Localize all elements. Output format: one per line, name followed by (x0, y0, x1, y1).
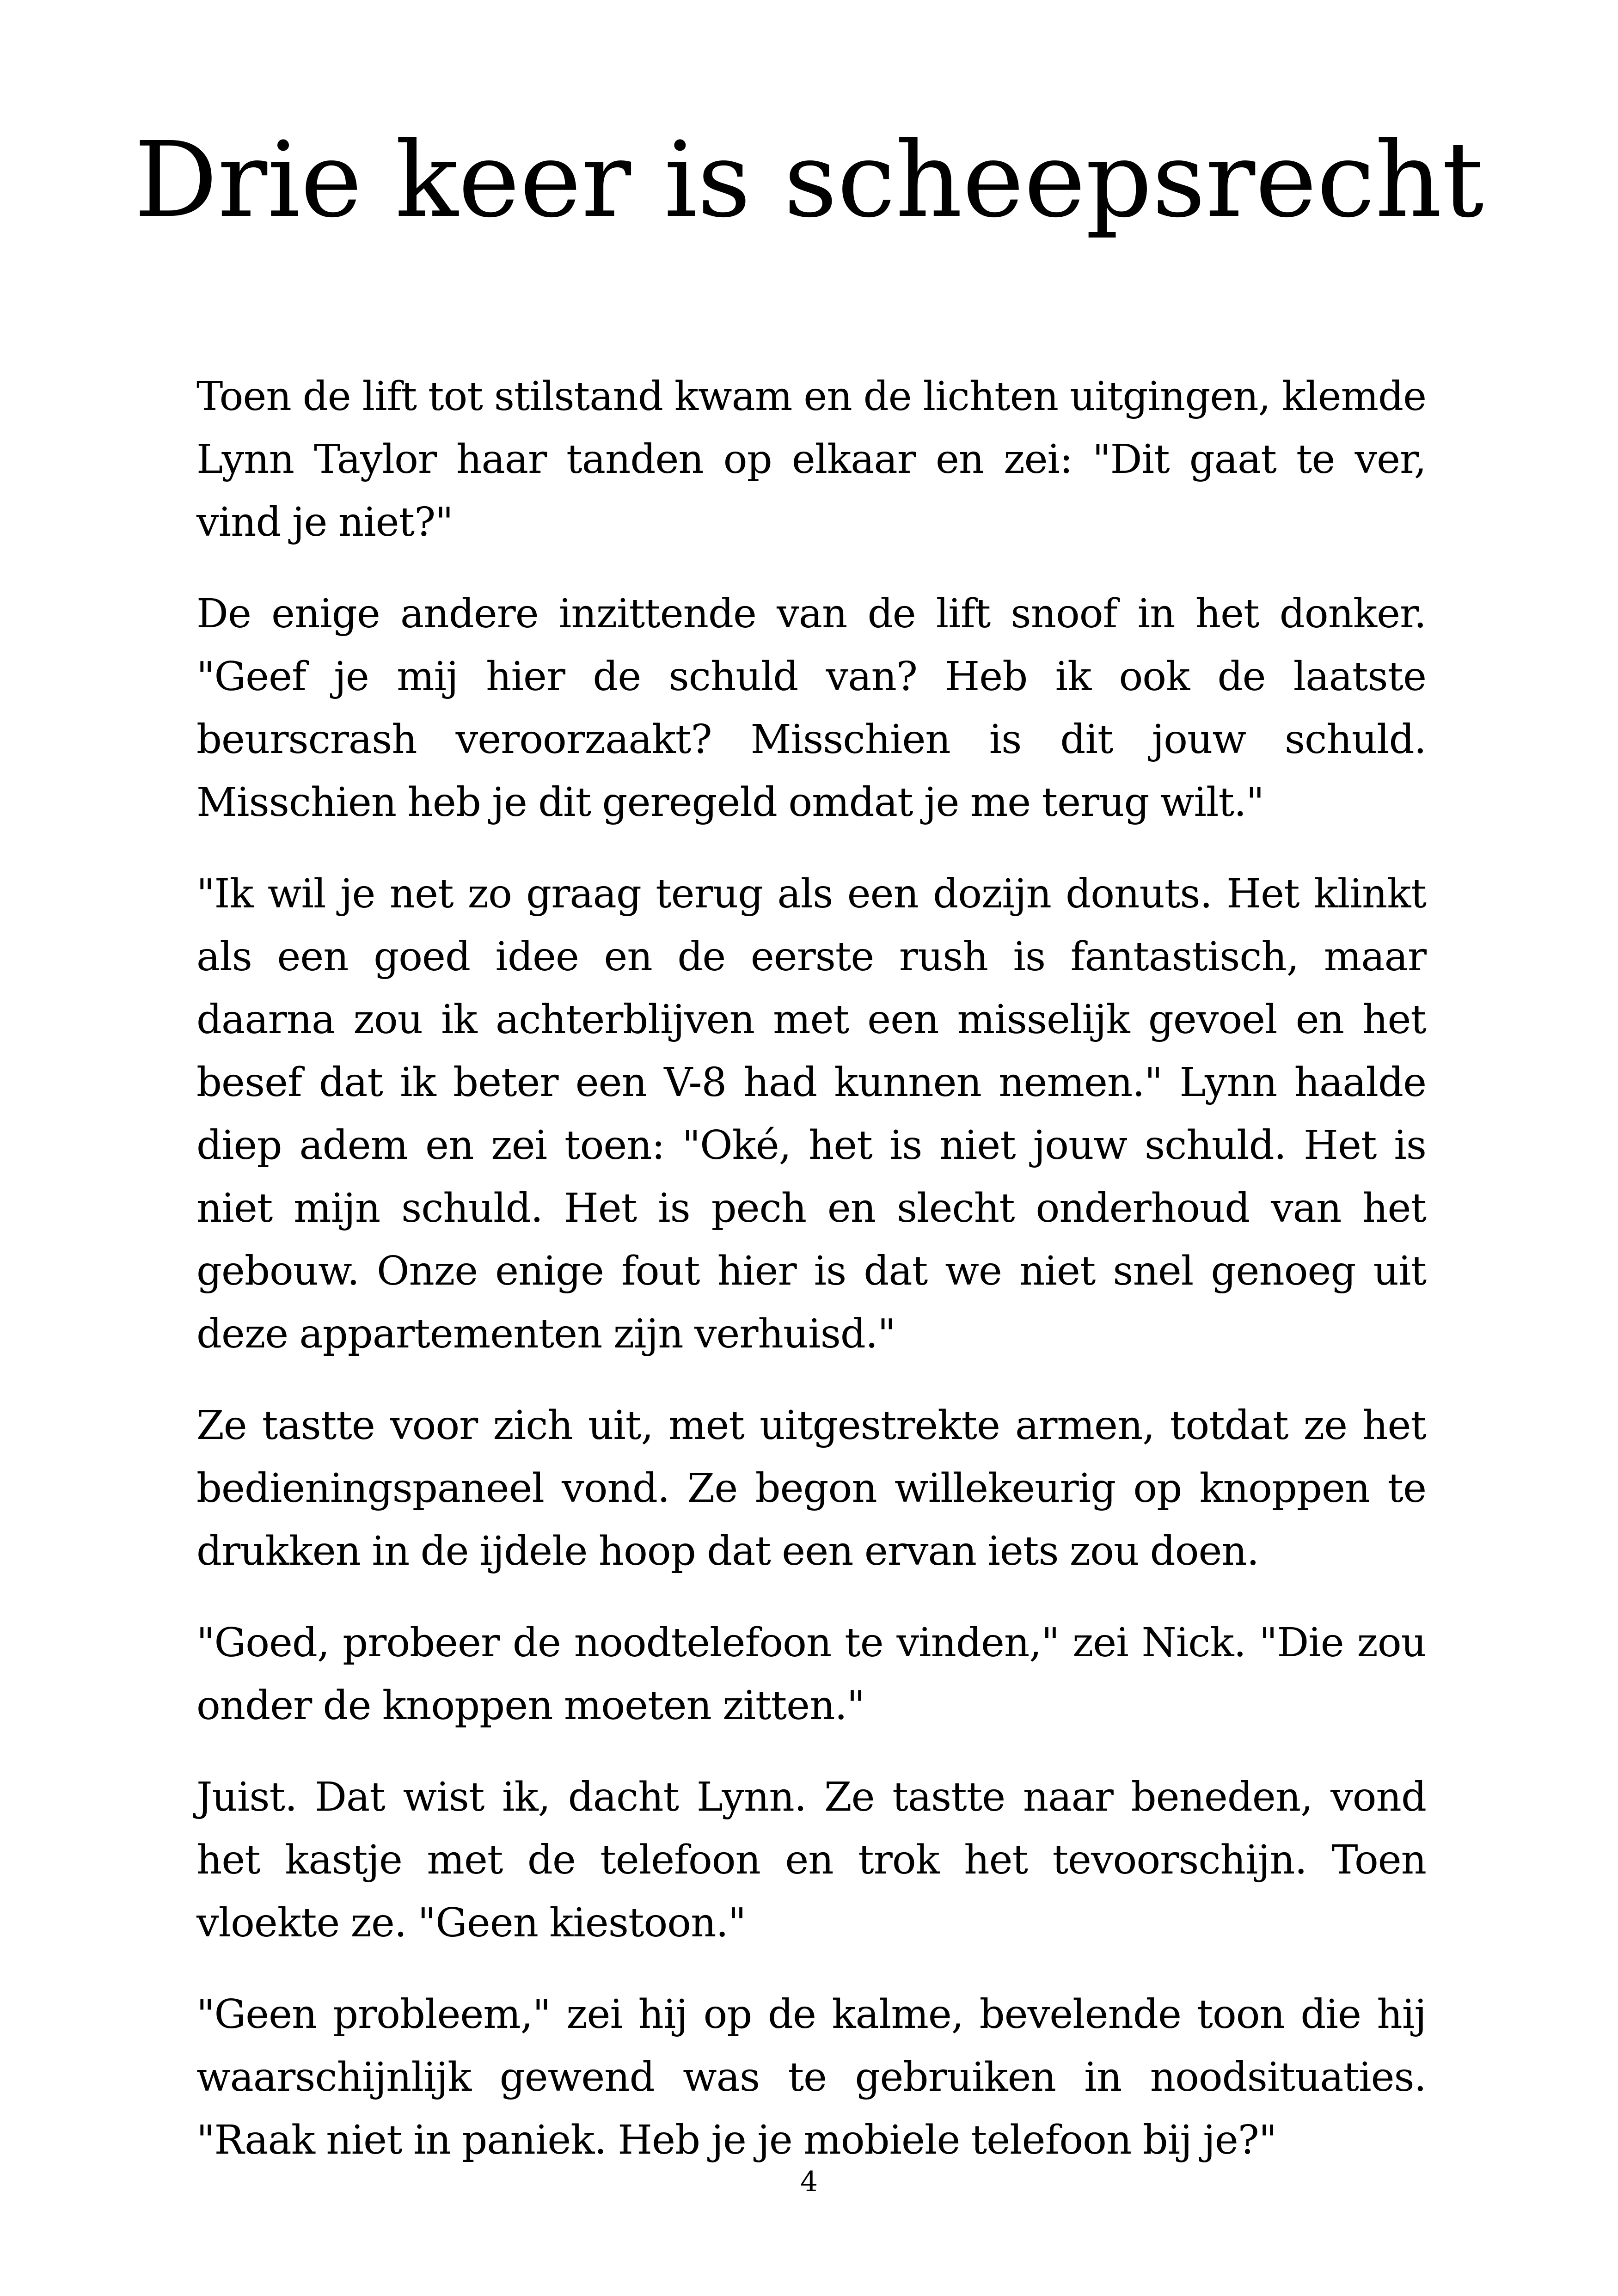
body-text (196, 365, 1426, 2200)
page-number: 4 (800, 2166, 818, 2198)
paragraph-3: "Ik wil je net zo graag terug als een dozijn donuts. Het klinkt als een goed idee en de eerste rush is fantastisch, maar daarna zou ik achterblijven met een misselijk gevoel en het besef dat ik beter een V-8 had kunnen nemen." Lynn haalde diep adem en zei toen: "Oké, het is niet jouw schuld. Het is niet mijn schuld. Het is pech en slecht onderhoud van het gebouw. Onze enige fout hier is dat we niet snel genoeg uit deze appartementen zijn verhuisd." (196, 871, 1426, 1357)
paragraph-1: Toen de lift tot stilstand kwam en de lichten uitgingen, klemde Lynn Taylor haar tanden op elkaar en zei: "Dit gaat te ver, vind je niet?" (196, 373, 1426, 545)
chapter-title: Drie keer is scheepsrecht (134, 120, 1484, 241)
paragraph-6: Juist. Dat wist ik, dacht Lynn. Ze tastte naar beneden, vond het kastje met de telefoon en trok het tevoorschijn. Toen vloekte ze. "Geen kiestoon." (196, 1774, 1426, 1946)
paragraph-7: "Geen probleem," zei hij op de kalme, bevelende toon die hij waarschijnlijk gewend was te gebruiken in noodsituaties. "Raak niet in paniek. Heb je je mobiele telefoon bij je?" (196, 1991, 1426, 2163)
paragraph-4: Ze tastte voor zich uit, met uitgestrekte armen, totdat ze het bedieningspaneel vond. Ze begon willekeurig op knoppen te drukken in de ijdele hoop dat een ervan iets zou doen. (196, 1402, 1426, 1574)
paragraph-2: De enige andere inzittende van de lift snoof in het donker. "Geef je mij hier de schuld van? Heb ik ook de laatste beurscrash veroorzaakt? Misschien is dit jouw schuld. Misschien heb je dit geregeld omdat je me terug wilt." (196, 591, 1426, 826)
paragraph-5: "Goed, probeer de noodtelefoon te vinden," zei Nick. "Die zou onder de knoppen moeten zitten." (196, 1620, 1426, 1729)
